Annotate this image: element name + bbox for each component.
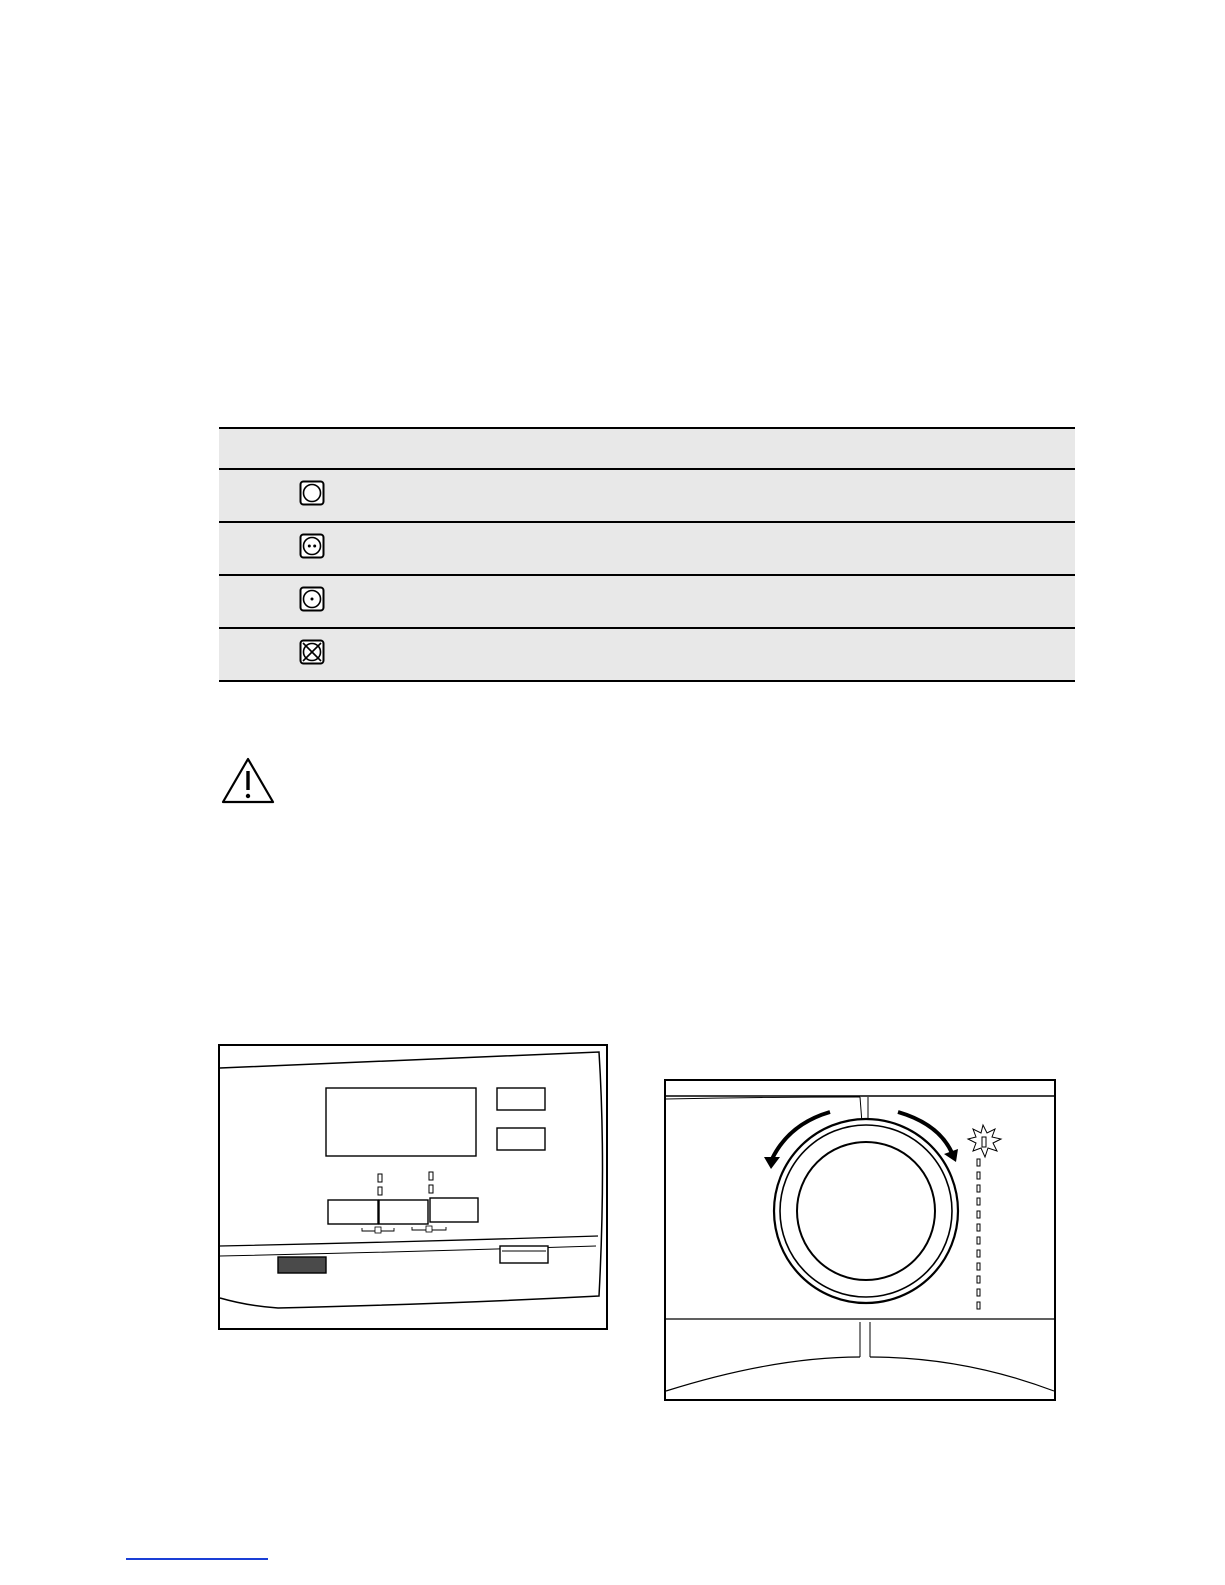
control-panel-illustration <box>218 1044 608 1330</box>
table-row <box>219 470 1075 523</box>
panel-button-top <box>497 1088 545 1110</box>
table-row <box>219 576 1075 629</box>
table-row <box>219 523 1075 576</box>
care-symbols-table <box>219 427 1075 682</box>
panel-button-middle <box>497 1128 545 1150</box>
warning-triangle-icon <box>220 756 276 806</box>
tumble-dry-normal-icon <box>299 480 325 506</box>
dark-indicator <box>278 1257 326 1273</box>
option-button-3 <box>430 1198 478 1222</box>
tumble-dry-high-heat-icon <box>299 533 325 559</box>
option-button-2 <box>379 1200 428 1224</box>
table-header-row <box>219 427 1075 470</box>
option-button-1 <box>328 1200 378 1224</box>
display-window <box>326 1088 476 1156</box>
do-not-tumble-dry-icon <box>299 639 325 665</box>
table-row <box>219 629 1075 682</box>
tumble-dry-low-heat-icon <box>299 586 325 612</box>
dial-knob <box>797 1142 935 1280</box>
panel-button-bottom <box>500 1246 548 1263</box>
program-dial-illustration <box>664 1079 1056 1401</box>
footer-link-underline[interactable] <box>126 1558 268 1560</box>
